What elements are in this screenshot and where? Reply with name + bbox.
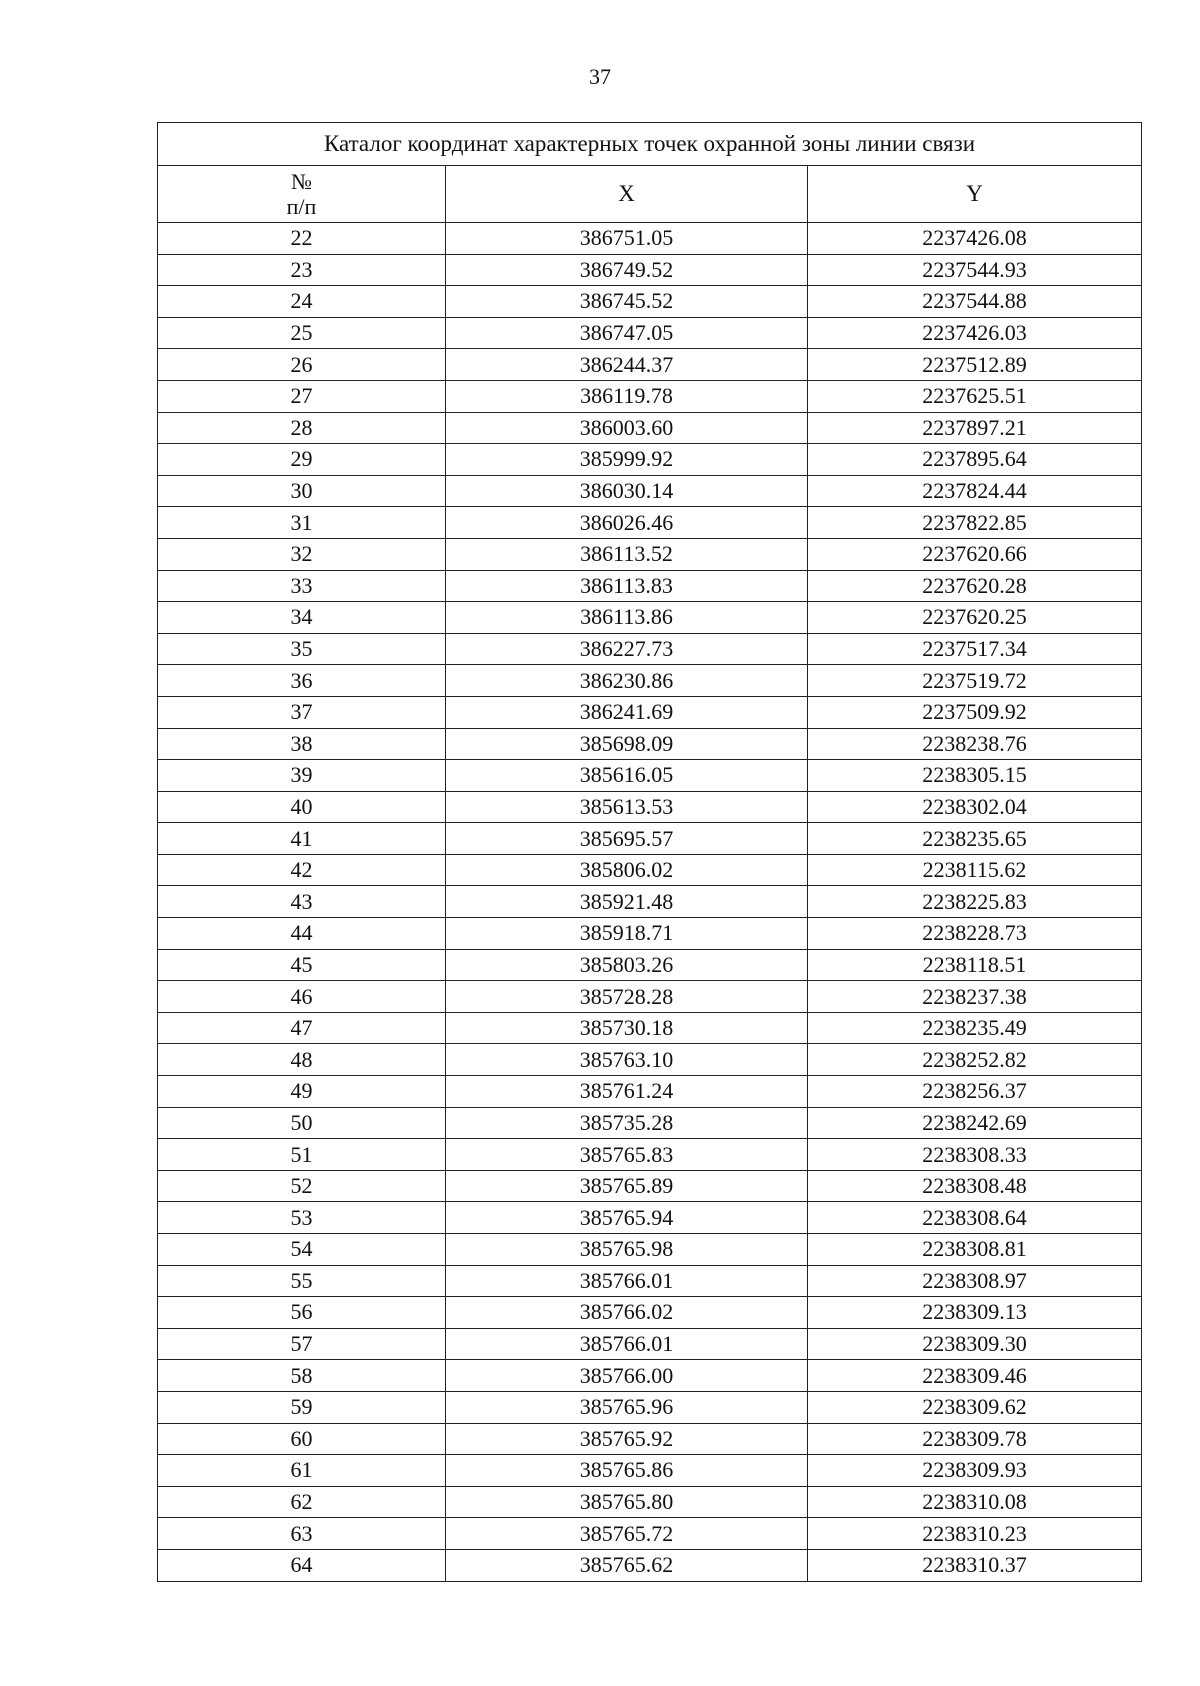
cell-y: 2238309.78 (808, 1423, 1142, 1455)
table-row (158, 1012, 1142, 1044)
cell-y: 2238242.69 (808, 1107, 1142, 1139)
cell-x: 385616.05 (446, 760, 808, 792)
table-row (158, 760, 1142, 792)
table-row (158, 1423, 1142, 1455)
table-row (158, 317, 1142, 349)
cell-x: 385695.57 (446, 823, 808, 855)
cell-number: 36 (158, 665, 446, 697)
cell-number: 47 (158, 1012, 446, 1044)
cell-number: 41 (158, 823, 446, 855)
cell-y: 2238310.23 (808, 1518, 1142, 1550)
cell-y: 2238308.48 (808, 1170, 1142, 1202)
cell-x: 385765.86 (446, 1455, 808, 1487)
cell-y: 2238309.46 (808, 1360, 1142, 1392)
cell-x: 385765.89 (446, 1170, 808, 1202)
cell-number: 30 (158, 475, 446, 507)
cell-x: 386241.69 (446, 696, 808, 728)
cell-y: 2237822.85 (808, 507, 1142, 539)
cell-x: 385921.48 (446, 886, 808, 918)
cell-x: 386751.05 (446, 223, 808, 255)
cell-y: 2237824.44 (808, 475, 1142, 507)
cell-x: 385765.72 (446, 1518, 808, 1550)
cell-number: 26 (158, 349, 446, 381)
cell-number: 40 (158, 791, 446, 823)
table-row (158, 633, 1142, 665)
cell-number: 29 (158, 444, 446, 476)
cell-x: 385761.24 (446, 1076, 808, 1108)
cell-x: 385765.96 (446, 1391, 808, 1423)
cell-x: 385765.94 (446, 1202, 808, 1234)
table-row (158, 412, 1142, 444)
cell-y: 2238235.65 (808, 823, 1142, 855)
cell-x: 385806.02 (446, 854, 808, 886)
cell-y: 2237620.66 (808, 538, 1142, 570)
table-row (158, 475, 1142, 507)
header-x: X (446, 166, 808, 223)
cell-x: 386003.60 (446, 412, 808, 444)
cell-number: 35 (158, 633, 446, 665)
cell-y: 2238256.37 (808, 1076, 1142, 1108)
cell-number: 32 (158, 538, 446, 570)
cell-x: 385698.09 (446, 728, 808, 760)
cell-number: 63 (158, 1518, 446, 1550)
cell-y: 2238309.13 (808, 1297, 1142, 1329)
cell-number: 50 (158, 1107, 446, 1139)
cell-y: 2238308.81 (808, 1234, 1142, 1266)
cell-number: 49 (158, 1076, 446, 1108)
cell-y: 2238118.51 (808, 949, 1142, 981)
cell-y: 2237426.03 (808, 317, 1142, 349)
cell-number: 45 (158, 949, 446, 981)
cell-number: 53 (158, 1202, 446, 1234)
cell-x: 385765.92 (446, 1423, 808, 1455)
cell-x: 385763.10 (446, 1044, 808, 1076)
cell-y: 2237544.88 (808, 286, 1142, 318)
cell-y: 2238252.82 (808, 1044, 1142, 1076)
cell-number: 27 (158, 380, 446, 412)
table-row (158, 1549, 1142, 1581)
cell-y: 2238305.15 (808, 760, 1142, 792)
table-row (158, 1518, 1142, 1550)
cell-x: 386119.78 (446, 380, 808, 412)
cell-number: 46 (158, 981, 446, 1013)
cell-y: 2238308.97 (808, 1265, 1142, 1297)
cell-number: 57 (158, 1328, 446, 1360)
table-row (158, 886, 1142, 918)
cell-y: 2238238.76 (808, 728, 1142, 760)
cell-x: 386747.05 (446, 317, 808, 349)
table-row (158, 823, 1142, 855)
cell-y: 2238310.37 (808, 1549, 1142, 1581)
cell-number: 25 (158, 317, 446, 349)
cell-number: 42 (158, 854, 446, 886)
cell-y: 2237895.64 (808, 444, 1142, 476)
cell-y: 2238309.62 (808, 1391, 1142, 1423)
table-row (158, 349, 1142, 381)
cell-x: 385613.53 (446, 791, 808, 823)
header-y: Y (808, 166, 1142, 223)
cell-y: 2237625.51 (808, 380, 1142, 412)
table-row (158, 791, 1142, 823)
cell-number: 38 (158, 728, 446, 760)
table-row (158, 1234, 1142, 1266)
cell-x: 385728.28 (446, 981, 808, 1013)
cell-number: 37 (158, 696, 446, 728)
cell-number: 56 (158, 1297, 446, 1329)
cell-number: 22 (158, 223, 446, 255)
cell-number: 52 (158, 1170, 446, 1202)
table-row (158, 1391, 1142, 1423)
table-row (158, 949, 1142, 981)
cell-number: 43 (158, 886, 446, 918)
table-row (158, 380, 1142, 412)
table-row (158, 602, 1142, 634)
table-row (158, 254, 1142, 286)
cell-y: 2237544.93 (808, 254, 1142, 286)
table-row (158, 981, 1142, 1013)
cell-number: 48 (158, 1044, 446, 1076)
cell-number: 62 (158, 1486, 446, 1518)
cell-x: 385999.92 (446, 444, 808, 476)
cell-y: 2237897.21 (808, 412, 1142, 444)
cell-y: 2237620.25 (808, 602, 1142, 634)
cell-number: 58 (158, 1360, 446, 1392)
table-row (158, 854, 1142, 886)
cell-number: 54 (158, 1234, 446, 1266)
cell-y: 2238228.73 (808, 918, 1142, 950)
cell-x: 386030.14 (446, 475, 808, 507)
cell-x: 385766.01 (446, 1265, 808, 1297)
cell-number: 44 (158, 918, 446, 950)
table-row (158, 1455, 1142, 1487)
cell-y: 2238235.49 (808, 1012, 1142, 1044)
table-row (158, 1265, 1142, 1297)
table-row (158, 286, 1142, 318)
table-row (158, 1486, 1142, 1518)
coordinate-catalog-table (157, 122, 1142, 1582)
cell-x: 386230.86 (446, 665, 808, 697)
cell-x: 385918.71 (446, 918, 808, 950)
table-row (158, 728, 1142, 760)
cell-x: 385766.00 (446, 1360, 808, 1392)
cell-number: 61 (158, 1455, 446, 1487)
table-row (158, 1044, 1142, 1076)
cell-x: 386745.52 (446, 286, 808, 318)
cell-x: 386113.86 (446, 602, 808, 634)
table-row (158, 665, 1142, 697)
table-title: Каталог координат характерных точек охранной зоны линии связи (158, 123, 1142, 166)
cell-y: 2237509.92 (808, 696, 1142, 728)
header-number (158, 166, 446, 223)
cell-y: 2237512.89 (808, 349, 1142, 381)
cell-x: 386113.52 (446, 538, 808, 570)
table-row (158, 1297, 1142, 1329)
cell-x: 385803.26 (446, 949, 808, 981)
table-row (158, 444, 1142, 476)
table-row (158, 507, 1142, 539)
cell-x: 385765.83 (446, 1139, 808, 1171)
cell-x: 385765.98 (446, 1234, 808, 1266)
cell-number: 23 (158, 254, 446, 286)
table-row (158, 696, 1142, 728)
cell-y: 2238115.62 (808, 854, 1142, 886)
cell-number: 31 (158, 507, 446, 539)
header-number-symbol: № (291, 169, 312, 194)
table-row (158, 538, 1142, 570)
cell-number: 28 (158, 412, 446, 444)
cell-x: 385735.28 (446, 1107, 808, 1139)
table-row (158, 1107, 1142, 1139)
table-row (158, 570, 1142, 602)
cell-x: 385766.02 (446, 1297, 808, 1329)
cell-number: 55 (158, 1265, 446, 1297)
page-number: 37 (589, 64, 611, 89)
cell-y: 2238308.64 (808, 1202, 1142, 1234)
cell-number: 39 (158, 760, 446, 792)
cell-y: 2238309.93 (808, 1455, 1142, 1487)
cell-x: 386244.37 (446, 349, 808, 381)
cell-y: 2237426.08 (808, 223, 1142, 255)
cell-number: 33 (158, 570, 446, 602)
cell-y: 2238237.38 (808, 981, 1142, 1013)
table-row (158, 1360, 1142, 1392)
cell-y: 2238225.83 (808, 886, 1142, 918)
cell-y: 2238308.33 (808, 1139, 1142, 1171)
cell-x: 386026.46 (446, 507, 808, 539)
cell-number: 34 (158, 602, 446, 634)
table-row (158, 1139, 1142, 1171)
cell-x: 386749.52 (446, 254, 808, 286)
cell-number: 60 (158, 1423, 446, 1455)
table-row (158, 223, 1142, 255)
table-body (158, 223, 1142, 1582)
cell-number: 24 (158, 286, 446, 318)
cell-y: 2237620.28 (808, 570, 1142, 602)
cell-y: 2238302.04 (808, 791, 1142, 823)
cell-y: 2237517.34 (808, 633, 1142, 665)
table-row (158, 1202, 1142, 1234)
table-row (158, 1076, 1142, 1108)
cell-x: 385730.18 (446, 1012, 808, 1044)
header-number-abbrev: п/п (286, 194, 317, 219)
table-row (158, 1170, 1142, 1202)
cell-number: 59 (158, 1391, 446, 1423)
table-row (158, 918, 1142, 950)
cell-number: 64 (158, 1549, 446, 1581)
cell-number: 51 (158, 1139, 446, 1171)
cell-x: 385765.80 (446, 1486, 808, 1518)
cell-x: 386227.73 (446, 633, 808, 665)
table-row (158, 1328, 1142, 1360)
cell-x: 385766.01 (446, 1328, 808, 1360)
cell-y: 2238309.30 (808, 1328, 1142, 1360)
cell-x: 386113.83 (446, 570, 808, 602)
cell-x: 385765.62 (446, 1549, 808, 1581)
cell-y: 2237519.72 (808, 665, 1142, 697)
cell-y: 2238310.08 (808, 1486, 1142, 1518)
